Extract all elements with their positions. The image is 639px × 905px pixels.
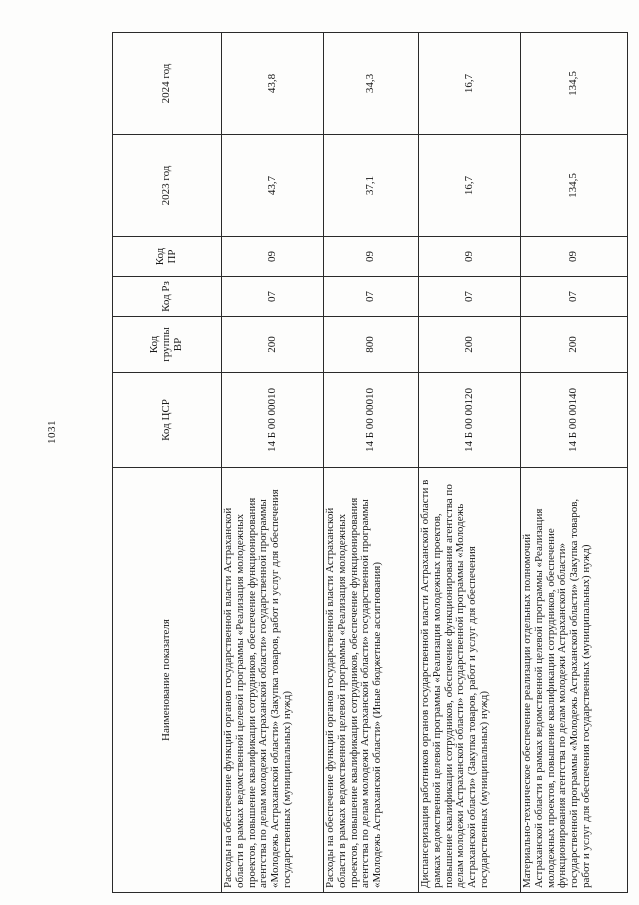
- row-rz: 07: [521, 277, 628, 317]
- header-vr: Код группы ВР: [113, 317, 222, 373]
- table-row: [222, 33, 324, 893]
- header-rz: Код Рз: [113, 277, 222, 317]
- row-2024: 34,3: [324, 33, 419, 135]
- row-vr: 200: [222, 317, 324, 373]
- row-pr: 09: [521, 237, 628, 277]
- row-vr: 200: [521, 317, 628, 373]
- header-2024: 2024 год: [113, 33, 222, 135]
- table-row: [419, 33, 521, 893]
- budget-table-wrapper: [112, 33, 626, 893]
- row-2023: 37,1: [324, 135, 419, 237]
- row-pr: 09: [222, 237, 324, 277]
- table-header-row: [113, 33, 222, 893]
- row-name: Диспансеризация работников органов государственной власти Астраханской области в рамках ведомственной целевой программы «Реализация молодежных проектов, повышение квалификации сотрудников, обеспечение функционирования агентства по делам молодежи Астраханской области» государственной программы «Молодежь Астраханской области» (Закупка товаров, работ и услуг для обеспечения государственных (муниципальных) нужд): [419, 468, 521, 893]
- header-2023: 2023 год: [113, 135, 222, 237]
- row-2023: 134,5: [521, 135, 628, 237]
- row-rz: 07: [419, 277, 521, 317]
- row-csr: 14 Б 00 00010: [222, 373, 324, 468]
- row-csr: 14 Б 00 00010: [324, 373, 419, 468]
- header-pr: Код ПР: [113, 237, 222, 277]
- row-rz: 07: [324, 277, 419, 317]
- row-2024: 43,8: [222, 33, 324, 135]
- table-row: [324, 33, 419, 893]
- row-2024: 134,5: [521, 33, 628, 135]
- row-csr: 14 Б 00 00140: [521, 373, 628, 468]
- row-name: Расходы на обеспечение функций органов государственной власти Астраханской области в рамках ведомственной целевой программы «Реализация молодежных проектов, повышение квалификации сотрудников, обеспечение функционирования агентства по делам молодежи Астраханской области» государственной программы «Молодежь Астраханской области» (Закупка товаров, работ и услуг для обеспечения государственных (муниципальных) нужд): [222, 468, 324, 893]
- row-vr: 800: [324, 317, 419, 373]
- row-2024: 16,7: [419, 33, 521, 135]
- header-name: Наименование показателя: [113, 468, 222, 893]
- budget-table: [112, 32, 628, 893]
- row-name: Материально-техническое обеспечение реализации отдельных полномочий Астраханской области в рамках ведомственной целевой программы «Реализация молодежных проектов, повышение квалификации сотрудников, обеспечение функционирования агентства по делам молодежи Астраханской области» государственной программы «Молодежь Астраханской области» (Закупка товаров, работ и услуг для обеспечения государственных (муниципальных) нужд): [521, 468, 628, 893]
- table-row: [521, 33, 628, 893]
- row-2023: 43,7: [222, 135, 324, 237]
- row-pr: 09: [324, 237, 419, 277]
- row-vr: 200: [419, 317, 521, 373]
- row-pr: 09: [419, 237, 521, 277]
- row-2023: 16,7: [419, 135, 521, 237]
- row-csr: 14 Б 00 00120: [419, 373, 521, 468]
- header-csr: Код ЦСР: [113, 373, 222, 468]
- page-number: 1031: [46, 420, 58, 444]
- row-rz: 07: [222, 277, 324, 317]
- row-name: Расходы на обеспечение функций органов государственной власти Астраханской области в рамках ведомственной целевой программы «Реализация молодежных проектов, повышение квалификации сотрудников, обеспечение функционирования агентства по делам молодежи Астраханской области» государственной программы «Молодежь Астраханской области» (Иные бюджетные ассигнования): [324, 468, 419, 893]
